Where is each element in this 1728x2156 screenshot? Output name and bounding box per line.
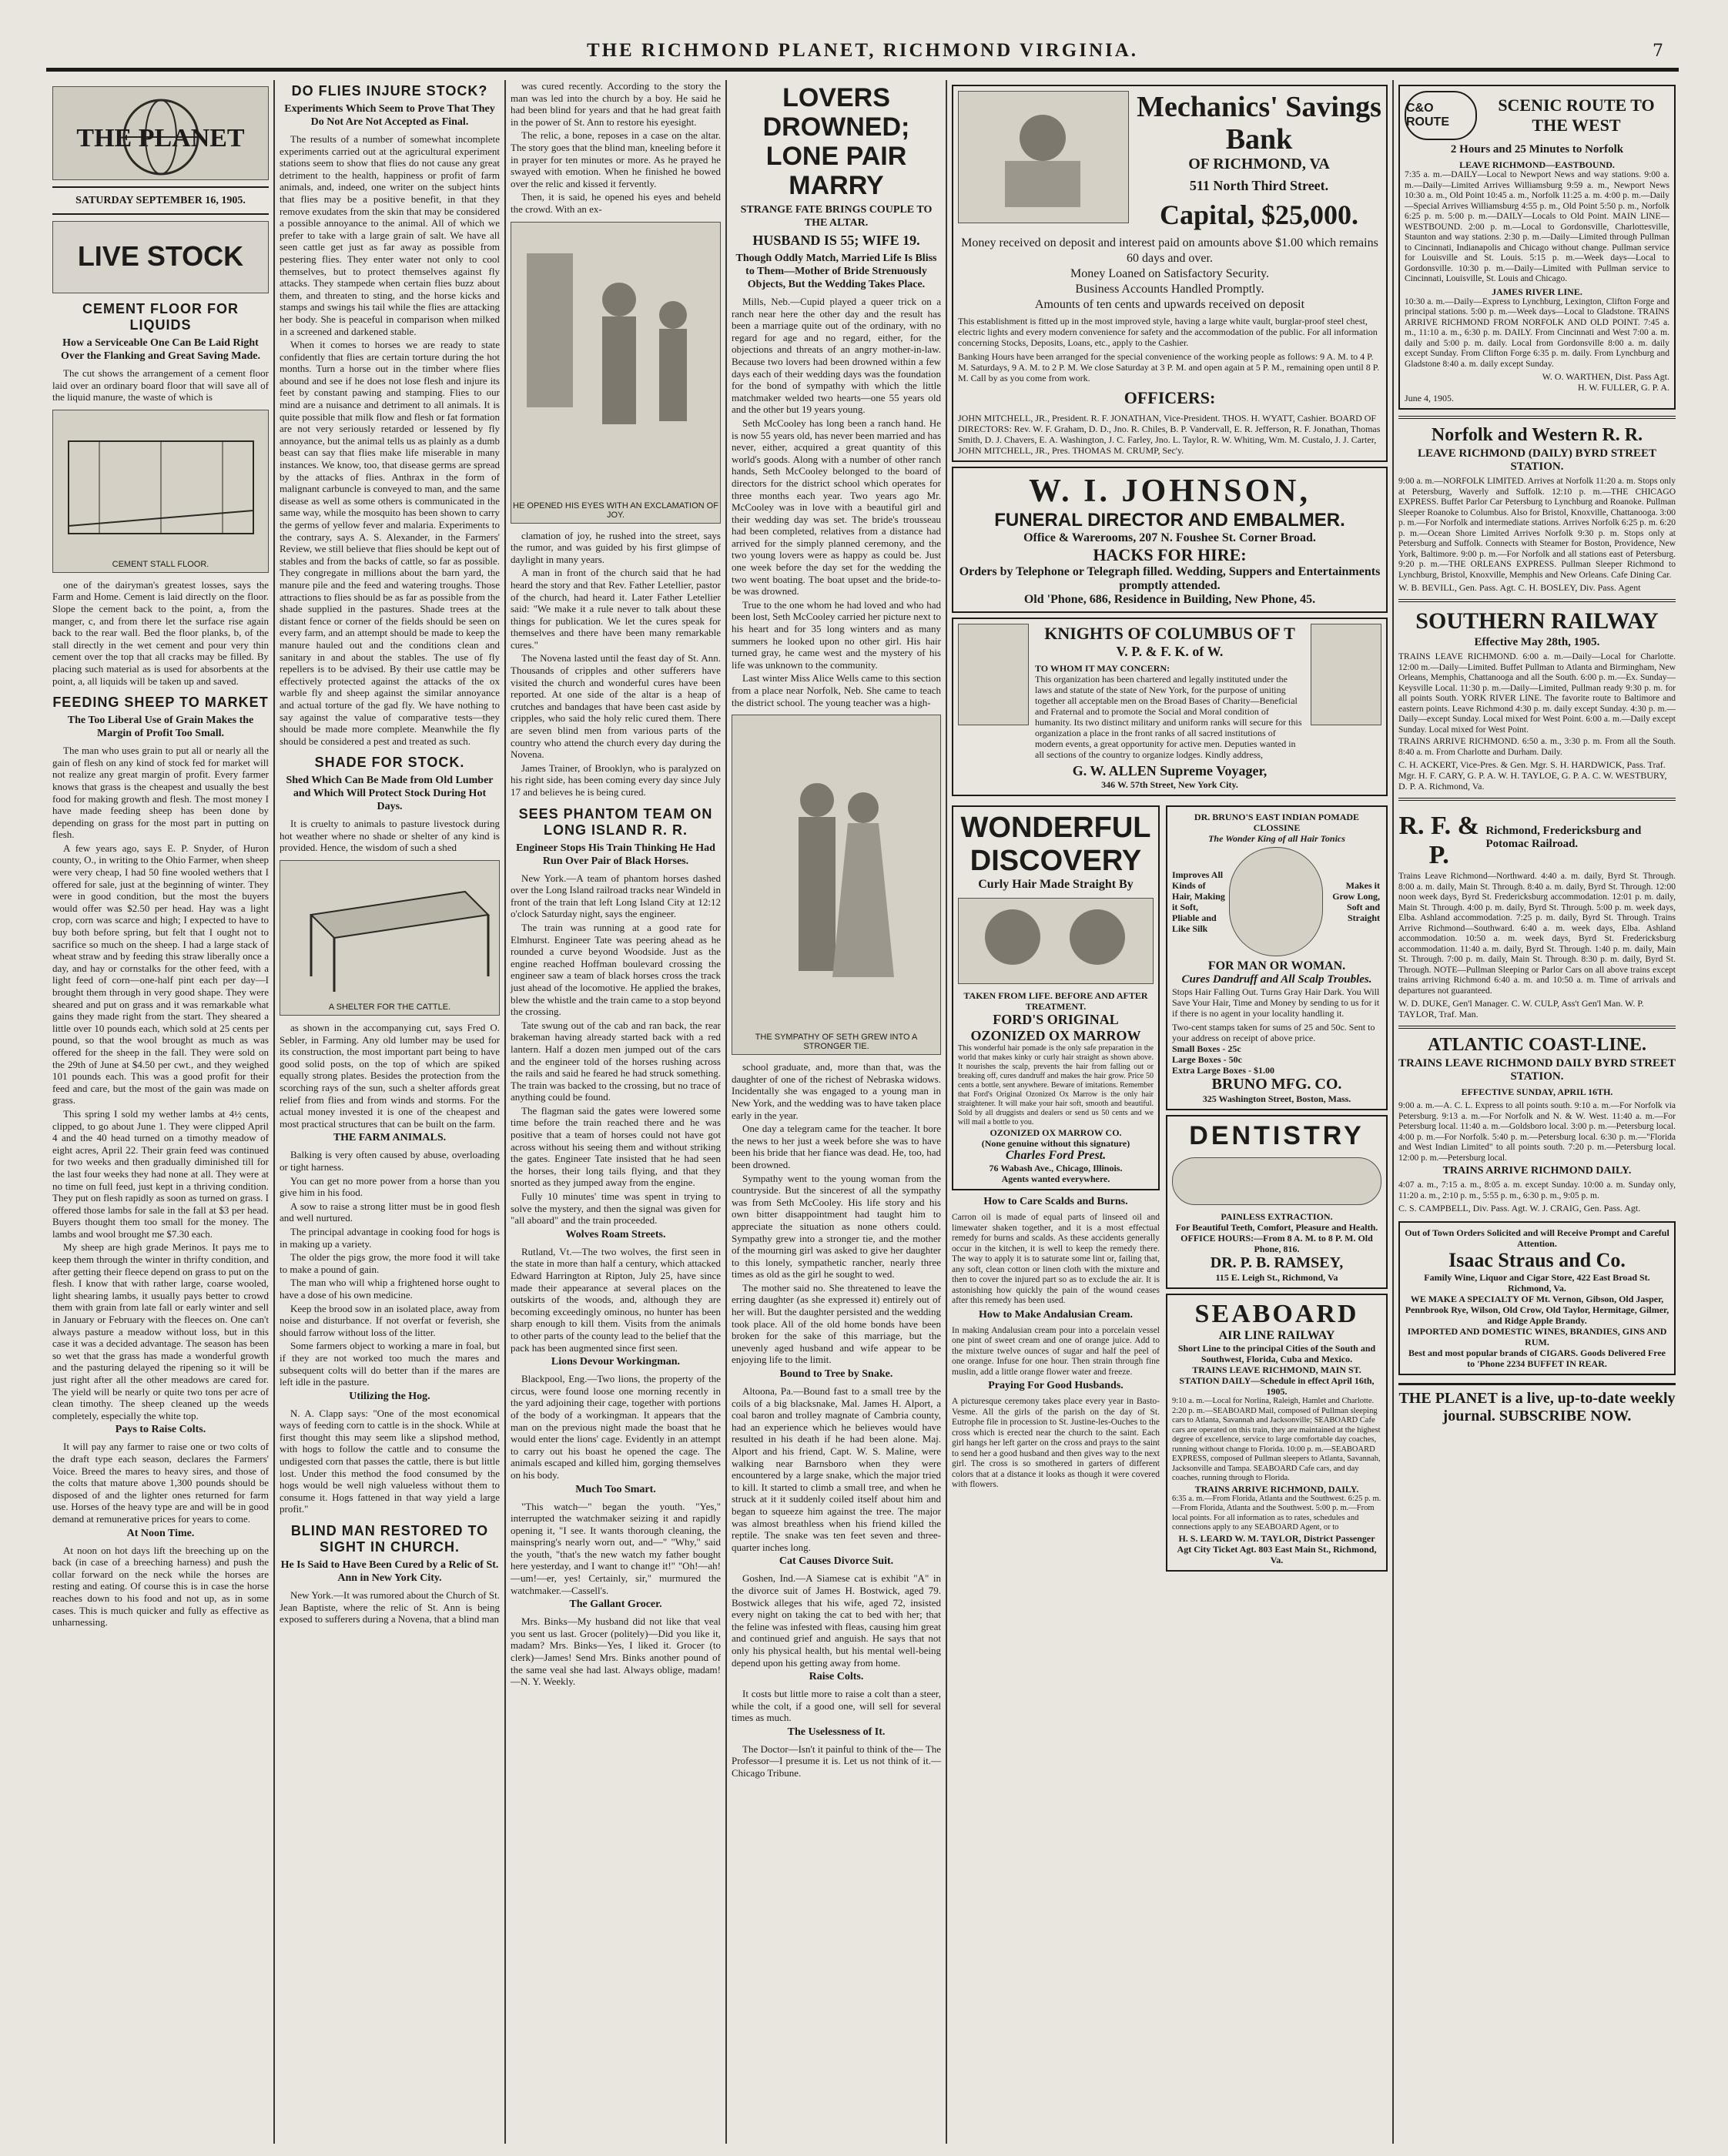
- masthead: [46, 37, 1679, 72]
- bank-line: This establishment is fitted up in the most improved style, having a large white vault, burglar-proof steel chest, electric lights and every modern convenience for safety and the accommodation of the public. For all information concerning Stocks, Deposits, Loans, etc., apply to the Cashier.: [958, 316, 1378, 348]
- officers-list: JOHN MITCHELL, JR., President. R. F. JONATHAN, Vice-President. THOS. H. WYATT, Cashier. BOARD OF DIRECTORS: Rev. W. F. Graham, D. D., Jno. R. Chiles, B. P. Vandervall, E. R. Jefferson, R. F. Jonathan, Thomas Smith, D. J. Chavers, E. A. Washington, J. C. Farley, Jno. L. Taylor, R. W. Whiting, Wm. M. Custalo, J. J. Carter, JOHN MITCHELL, JR., Pres. THOMAS M. CRUMP, Sec'y.: [958, 413, 1381, 456]
- sr-effective: Effective May 28th, 1905.: [1474, 636, 1600, 648]
- knights-signature: G. W. ALLEN Supreme Voyager,: [1072, 763, 1268, 778]
- column-2: [275, 80, 506, 2144]
- figure-caption: HE OPENED HIS EYES WITH AN EXCLAMATION OF JOY.: [513, 500, 718, 520]
- knights-ad: [952, 618, 1388, 796]
- straus-top: Out of Town Orders Solicited and will Receive Prompt and Careful Attention.: [1405, 1227, 1669, 1249]
- paragraph: Goshen, Ind.—A Siamese cat is exhibit "A" in the divorce suit of James H. Bostwick, aged 79. Bostwick alleges that his wife, aged 72, insisted every night on taking the cat to bed with her; that the feline was infested with fleas, causing him great and continued grief and anguish. He says that not only his physical health, but his mental well-being depend upon his getting away from home.: [732, 1572, 941, 1669]
- seaboard-agent: H. S. LEARD W. M. TAYLOR, District Passenger Agt City Ticket Agt. 803 East Main St., Richmond, Va.: [1177, 1532, 1377, 1565]
- article-title: Wolves Roam Streets.: [565, 1228, 666, 1240]
- nw-title: Norfolk and Western R. R.: [1431, 425, 1643, 445]
- article-headline: LOVERS DROWNED; LONE PAIR MARRY: [762, 83, 910, 200]
- cement-stall-figure: [52, 410, 269, 573]
- bank-line: Business Accounts Handled Promptly.: [1075, 283, 1264, 296]
- rfp-subtitle: Richmond, Fredericksburg and Potomac Railroad.: [1485, 825, 1642, 850]
- paragraph: Some farmers object to working a mare in foal, but if they are not worked too much the mares and subsequent colts will do better than if the mares are left idle in the pasture.: [280, 1340, 500, 1388]
- knights-title: KNIGHTS OF COLUMBUS OF T: [1044, 624, 1295, 643]
- straus-line: WE MAKE A SPECIALTY OF Mt. Vernon, Gibson, Old Jasper, Pennbrook Rye, Wilson, Old Crow, Old Taylor, Hermitage, Gilmer, and Ridge Apple Brandy.: [1405, 1294, 1669, 1326]
- knights-subtitle: V. P. & F. K. of W.: [1116, 644, 1224, 659]
- article-title: How to Care Scalds and Burns.: [983, 1196, 1128, 1207]
- genuine-note: (None genuine without this signature): [981, 1138, 1130, 1149]
- paragraph: One day a telegram came for the teacher. It bore the news to her just a week before she was to have been his bride that her fiance was dead. He, too, had been drowned.: [732, 1123, 941, 1170]
- paragraph: Altoona, Pa.—Bound fast to a small tree by the coils of a big blacksnake, Mal. James H. Alport, a coal baron and trolley magnate of Cambria county, had an experience which he believes would have resulted in his death if he had been alone. Maj. Alport and his friend, Capt. W. S. Maline, were walking near Barnsboro when they were encountered by a large snake, which the major tried to kill. It started to climb a small tree, and when he struck at it it suddenly coiled itself about him and began to squeeze him against the tree. The major was almost breathless when his friend killed the reptile. The snake was ten feet seven and three-quarter inches long.: [732, 1385, 941, 1553]
- bruno-size: Large Boxes - 50c: [1172, 1054, 1242, 1065]
- before-after-portraits: [958, 898, 1154, 984]
- logo-text: THE PLANET: [76, 124, 245, 152]
- paragraph: The man who uses grain to put all or nearly all the gain of flesh on any kind of stock fed for market will not realize any great margin of profit. Every farmer knows that grass is the cheapest and usually the best food for making growth and flesh. The most money I have made feeding sheep has been done by depending on grass for the most part in putting on flesh.: [52, 745, 269, 841]
- paragraph: The flagman said the gates were lowered some time before the train reached there and he was positive that a team of horses could not have got across without his seeing them and without striking the gates. Engineer Tate insisted that he had seen the horses, their long tails flying, and that they snorted as they jumped away from the engine.: [511, 1104, 721, 1189]
- article-title: Cat Causes Divorce Suit.: [779, 1555, 894, 1568]
- schedule: 7:35 a. m.—DAILY—Local to Newport News and way stations. 9:00 a. m.—Daily—Limited Arrives Williamsburg 9:59 a. m., Newport News 10:30 a. m., Old Point 10:45 a. m., Norfolk 11:25 a. m. 4:00 p. m.—Daily—Special Arrives Williamsburg 4:55 p. m., Old Point 5:50 p. m., Norfolk 6:25 p. m. 5:00 p. m.—DAILY—Locals to Old Point. MAIN LINE—WESTBOUND. 2:00 p. m.—Local to Gordonsville, Charlottesville, Staunton and way stations. 2:30 p. m.—Daily—Limited through Pullman to Cincinnati, Indianapolis and Chicago without change. Pullman service for Louisville and St. Louis. 5:15 p. m.—Week days—Local to Gordonsville. 10:30 p. m.—Daily—Limited with Pullman service to Cincinnati, Louisville, St. Louis and Chicago.: [1405, 170, 1669, 283]
- paragraph: Rutland, Vt.—The two wolves, the first seen in the state in more than half a century, which attacked Edward Harrington at Ripton, July 25, have since made their appearance at several places on the outskirts of the woods, and, although they are becoming exceedingly ominous, no hunter has been sharp enough to kill them. Visits from the animals to other parts of the county lead to the belief that the pack has been augmented since first seen.: [511, 1245, 721, 1354]
- paragraph: Mills, Neb.—Cupid played a queer trick on a ranch near here the other day and the result has been a marriage quite out of the ordinary, with no regard for age and no regard, either, for the objections and threats of an angry mother-in-law. Because two lovers had been drowned within a few days each of their wedding days was the foundation for the bond of sympathy with which the little matchmaker welded two hearts—one 55 years old and the other but 19 years young.: [732, 296, 941, 416]
- bruno-stamps: Two-cent stamps taken for sums of 25 and 50c. Sent to your address on receipt of above price.: [1172, 1022, 1375, 1043]
- knights-emblem-left: [958, 624, 1029, 725]
- article-title: FEEDING SHEEP TO MARKET: [52, 695, 269, 711]
- schedule: TRAINS ARRIVE RICHMOND. 6:50 a. m., 3:30 p. m. From all the South. 8:40 a. m. From Charlotte and Durham. Daily.: [1398, 737, 1676, 757]
- paragraph: Balking is very often caused by abuse, overloading or tight harness.: [280, 1149, 500, 1173]
- column-5: [947, 80, 1394, 2144]
- funeral-ad: [952, 467, 1388, 613]
- curly-hair-subtitle: Curly Hair Made Straight By: [978, 878, 1134, 891]
- article-subtitle: Shed Which Can Be Made from Old Lumber and Which Will Protect Stock During Hot Days.: [286, 775, 494, 813]
- seaboard-arrive: TRAINS ARRIVE RICHMOND, DAILY.: [1194, 1483, 1359, 1495]
- figure-caption: THE SYMPATHY OF SETH GREW INTO A STRONGER TIE.: [755, 1033, 918, 1052]
- paragraph: A sow to raise a strong litter must be in good flesh and well nurtured.: [280, 1200, 500, 1224]
- bank-illustration: [958, 91, 1129, 223]
- paragraph: At noon on hot days lift the breeching up on the back (in case of a breeching harness) and push the collar forward on the neck while the horses are resting and eating. Of course this is in case the horse reaches down to his food and not up, as in some cases. This is much quicker and fully as effective as unharnessing.: [52, 1544, 269, 1629]
- paragraph: The Doctor—Isn't it painful to think of the— The Professor—I presume it is. Let us not think of it.—Chicago Tribune.: [732, 1743, 941, 1779]
- column-3: [506, 80, 727, 2144]
- co-logo-icon: C&O ROUTE: [1405, 91, 1477, 140]
- paragraph: This spring I sold my wether lambs at 4½ cents, clipped, to go about June 1. They were clipped April 4 and the 40 head turned on a timothy meadow of eight acres, April 22. Their grain feed was continued for two weeks and then gradually diminished till for the last four weeks they had none at all. They were at no time on full feed, just kept in a thriving condition. They put on flesh rapidly as soon as turned on grass. I offered those lambs for sale in the fall at $3 per head. Buyers thought them too small for the money. The lambs and wool brought me $7.30 each.: [52, 1107, 269, 1240]
- co-title: SCENIC ROUTE TO THE WEST: [1498, 95, 1655, 135]
- article-subtitle: STRANGE FATE BRINGS COUPLE TO THE ALTAR.: [740, 204, 933, 229]
- dentist-address: 115 E. Leigh St., Richmond, Va: [1215, 1272, 1338, 1283]
- dentistry-ad: [1166, 1115, 1388, 1289]
- bruno-title: DR. BRUNO'S EAST INDIAN POMADE CLOSSINE: [1194, 812, 1360, 833]
- bruno-size: Extra Large Boxes - $1.00: [1172, 1065, 1274, 1076]
- wonderful-title: WONDERFUL: [960, 812, 1151, 844]
- paragraph: New York.—A team of phantom horses dashed over the Long Island railroad tracks near Windeld in front of the train that left Long Island City at 12:12 o'clock Saturday night, says the engineer.: [511, 872, 721, 920]
- article-subtitle: How a Serviceable One Can Be Laid Right Over the Flanking and Great Saving Made.: [61, 337, 260, 362]
- acl-subtitle: TRAINS LEAVE RICHMOND DAILY BYRD STREET STATION.: [1398, 1057, 1676, 1083]
- co-date: June 4, 1905.: [1405, 393, 1454, 403]
- straus-name: Isaac Straus and Co.: [1448, 1249, 1626, 1271]
- article-title: Pays to Raise Colts.: [115, 1424, 206, 1436]
- acl-title: ATLANTIC COAST-LINE.: [1427, 1035, 1647, 1055]
- article-title: Raise Colts.: [809, 1671, 864, 1683]
- officers-title: OFFICERS:: [1124, 388, 1216, 407]
- paragraph: N. A. Clapp says: "One of the most economical ways of feeding corn to cattle is in the shock. While at first thought this may seem like a slipshod method, with hogs to follow the cattle and to consume the undigested corn that passes the cattle, there is but little lost. Under this method the food consumed by the hogs would be well nigh valueless without them to consume it. Hogs fattened in that way yield a large profit.": [280, 1407, 500, 1515]
- article-subtitle: He Is Said to Have Been Cured by a Relic of St. Ann in New York City.: [280, 1559, 499, 1585]
- discovery-title: DISCOVERY: [969, 845, 1142, 877]
- nw-railway-ad: [1398, 425, 1676, 593]
- planet-promo: THE PLANET is a live, up-to-date weekly journal. SUBSCRIBE NOW.: [1398, 1383, 1676, 1425]
- paragraph: Sympathy went to the young woman from the countryside. But the sincerest of all the sympathy was from Seth McCooley. His life story and his own bitter disappointment had taught him to appreciate the situation as none others could. Sympathy grew into a stronger tie, and the mother of the mourning girl was asked to give her daughter to this lonely, sympathetic rancher, nearly three times as old as the girl he sought to wed.: [732, 1172, 941, 1281]
- paragraph: In making Andalusian cream pour into a porcelain vessel one pint of sweet cream and one of orange juice. Add to the mixture twelve ounces of sugar and half the peel of one orange. Infuse for one hour. Then strain through fine muslin, add a little orange flower water and freeze.: [952, 1325, 1160, 1377]
- dentistry-line: OFFICE HOURS:—From 8 A. M. to 8 P. M. Old Phone, 816.: [1180, 1233, 1373, 1254]
- couple-figure: [732, 715, 941, 1055]
- paragraph: The Novena lasted until the feast day of St. Ann. Thousands of cripples and other sufferers have visited the church and wonderful cures have been reported. At one side of the altar is a heap of crutches and bandages that have been cast aside by cripples, who said the holy relic cured them. There are seven blind men from various parts of the country who attend the church every day during the Novena.: [511, 652, 721, 761]
- straus-line: IMPORTED AND DOMESTIC WINES, BRANDIES, GINS AND RUM.: [1407, 1326, 1667, 1348]
- product-body: This wonderful hair pomade is the only safe preparation in the world that makes kinky or curly hair straight as shown above. It nourishes the scalp, prevents the hair from falling out or breaking off, cures dandruff and makes the hair grow. Price 50 cents a bottle, sent anywhere. Beware of imitations. Remember that Ford's Original Ozonized Ox Marrow is the only hair straightener. It will make your hair soft, smooth and beautiful. Sold by all druggists and dealers or send us 50 cents and we will mail a bottle to you.: [958, 1044, 1154, 1127]
- paragraph: Keep the brood sow in an isolated place, away from noise and disturbance. If not overfat or feverish, she should farrow without loss of the litter.: [280, 1302, 500, 1338]
- article-title: At Noon Time.: [126, 1527, 195, 1539]
- straus-line: Family Wine, Liquor and Cigar Store, 422 East Broad St. Richmond, Va.: [1424, 1272, 1650, 1294]
- portraits-icon: [959, 899, 1151, 982]
- acl-railway-ad: [1398, 1035, 1676, 1214]
- ox-marrow-ad: [952, 805, 1160, 1190]
- paragraph: New York.—It was rumored about the Church of St. Jean Baptiste, where the relic of St. Ann is being exposed to sufferers during a Novena, that a blind man: [280, 1589, 500, 1625]
- bank-name: Mechanics' Savings Bank: [1137, 91, 1381, 156]
- column-4: [727, 80, 947, 2144]
- bank-ad: [952, 85, 1388, 462]
- column-1: [48, 80, 275, 2144]
- page-number: 7: [1653, 42, 1663, 61]
- knights-emblem-right: [1311, 624, 1381, 725]
- co-railway-ad: [1398, 85, 1676, 410]
- paragraph: The older the pigs grow, the more food it will take to make a pound of gain.: [280, 1251, 500, 1275]
- paragraph: My sheep are high grade Merinos. It pays me to keep them through the winter in thrifty condition, and after getting their fleece depend on grass to put on the flesh. I know that with rather large, coarse wooled, light shearing lambs, it usually pays better to crowd them with grain from late fall or early winter and sell in January or February with the fleeces on. One can't always pasture a meadow without loss, but in this case it was a decided advantage. The season has been so wet that the grass has made a wonderful growth and the pasturing delayed the ripening so it will be just right after all the other meadows are cared for. The yield will be nearly or quite two tons per acre of clean timothy. The sheep cleaned up the weeds completely, especially the white top.: [52, 1241, 269, 1421]
- funeral-hacks: HACKS FOR HIRE:: [1093, 545, 1247, 564]
- couple-scene-icon: [732, 715, 942, 1023]
- article-title: SEES PHANTOM TEAM ON LONG ISLAND R. R.: [518, 805, 713, 838]
- paragraph: It costs but little more to raise a colt than a steer, while the colt, if a good one, will sell for several times as much.: [732, 1688, 941, 1724]
- product-name-2: OZONIZED OX MARROW: [970, 1028, 1141, 1043]
- paragraph: It is cruelty to animals to pasture livestock during hot weather where no shade or shelter of any kind is provided. Hence, the wisdom of such a shed: [280, 818, 500, 854]
- paragraph: A few years ago, says E. P. Snyder, of Huron county, O., in writing to the Ohio Farmer, when sheep were very cheap, I had 50 fine wooled wethers that I offered for sale, just at the beginning of winter. They were in good condition, but the most the buyers would offer was $2.50 per head. Hay was a light crop, corn was scarce and high; I expected to have to buy both before spring, but felt that I ought not to sacrifice so much on the sheep. I had a large stack of wheat straw and by feeding this straw liberally once a day, and hay or cornstalks for the other feed, with a light feed of corn—one-half pint each per day—I brought them through in very good shape. They were sheared and put on grass and it was remarkable what gains they made right from the start. They sheared a little over 10 pounds each, which sold at 25 cents per pound, so that the wool brought as much as was offered for the sheep in the fall. They were sold on the 29th of June at $4.50 per cwt., and they weighed 101 pounds each. This was a good profit for their feed and care, but the most of the gain was made on grass.: [52, 842, 269, 1106]
- dentistry-line: PAINLESS EXTRACTION.: [1221, 1211, 1333, 1222]
- article-title: Praying For Good Husbands.: [988, 1380, 1124, 1391]
- paragraph: school graduate, and, more than that, was the daughter of one of the richest of Nebraska widows. Incidentally she was engaged to a young man in New York, and the wedding was to have taken place early in the year.: [732, 1061, 941, 1121]
- paragraph: Seth McCooley has long been a ranch hand. He is now 55 years old, has never been married and has never, either, acquired a great quantity of this world's goods. Along with a number of other ranch hands, Seth McCooley belonged to the board of directors for the district school which operates for three months each year. Two years ago Mr. McCooley was in love with a beautiful girl and their wedding day was set. The bride's trousseau had been completed, relatives from a distance had arrived for the simply planned ceremony, and the two young lovers were as happy as could be. Just one week before the day set for the wedding the two went boating. The boat upset and the bride-to-be was drowned.: [732, 417, 941, 598]
- company-name: OZONIZED OX MARROW CO.: [990, 1127, 1122, 1138]
- paragraph: one of the dairyman's greatest losses, says the Farm and Home. Cement is laid directly on the floor. Slope the cement back to the point, a, from the manger, c, and from there let the surface rise again back to the rear wall. Bed the floor planks, b, of the stall directly in the wet cement and pour very thin cement over the top that all cracks may be filled. By placing such material as is used for absorbents at the point, a, all liquids will be taken up and saved.: [52, 578, 269, 687]
- paragraph: A picturesque ceremony takes place every year in Basto-Vesme. All the girls of the parish on the day of St. Eutrophe file in procession to St. Justine-les-Ouches to the cross which is erected near the church to the saint. Each girl hangs her left garter on the cross and prays to the saint to send her a good husband and then gives way to the next girl. The cross is so smothered in garters of different colors that at a distance it looks as though it were covered with flowers.: [952, 1397, 1160, 1489]
- paragraph: The man who will whip a frightened horse ought to have a dose of his own medicine.: [280, 1277, 500, 1301]
- article-title: Much Too Smart.: [575, 1483, 656, 1495]
- sr-title: SOUTHERN RAILWAY: [1415, 608, 1659, 634]
- bruno-cures: Cures Dandruff and All Scalp Troubles.: [1181, 973, 1372, 986]
- acl-arrive: TRAINS ARRIVE RICHMOND DAILY.: [1442, 1165, 1632, 1177]
- bruno-for: FOR MAN OR WOMAN.: [1207, 959, 1346, 973]
- paragraph: as shown in the accompanying cut, says Fred O. Sebler, in Farming. Any old lumber may be used for its construction, the most important part being to have good solid posts, on the top of which are spiked equally strong plates. Besides the protection from the scorching rays of the sun, such a shelter affords great relief from flies and from winds and storms. For the actual money invested it is one of the cheapest and most practical structures that can be built on the farm.: [280, 1022, 500, 1130]
- knights-to: TO WHOM IT MAY CONCERN:: [1035, 663, 1170, 674]
- article-title: SHADE FOR STOCK.: [314, 755, 465, 771]
- schedule: 9:00 a. m.—A. C. L. Express to all points south. 9:10 a. m.—For Norfolk via Petersburg. 9:13 a. m.—For Norfolk and N. & W. West. 11:40 a. m.—For Petersburg local. 11:40 a. m.—Goldsboro local. 3:00 p. m.—Petersburg local. 4:00 p. m.—For Norfolk. 5:40 p. m.—Petersburg local. 6:30 p. m.—"Florida and West Indian Limited" to all points south. 7:20 p. m.—Petersburg local. 12:00 p. m.—Petersburg local.: [1398, 1101, 1676, 1163]
- signature: Charles Ford Prest.: [1005, 1149, 1107, 1162]
- paragraph: James Trainer, of Brooklyn, who is paralyzed on his right side, has been coming every day since July 17 and believes he is being cured.: [511, 762, 721, 798]
- bank-line: Money Loaned on Satisfactory Security.: [1070, 267, 1269, 280]
- article-title: Lions Devour Workingman.: [551, 1356, 681, 1368]
- paragraph: It will pay any farmer to raise one or two colts of the draft type each season, declares the Farmers' Voice. Breed the mares to heavy sires, and those of the colts that mature above 1,300 pounds should be disposed of and the lighter ones returned for farm use. Horses of the heavy type are and will be in good demand at remunerative prices for years to come.: [52, 1441, 269, 1525]
- paragraph: clamation of joy, he rushed into the street, says the rumor, and was guided by his first glimpse of daylight in many years.: [511, 529, 721, 565]
- article-subtitle: Engineer Stops His Train Thinking He Had Run Over Pair of Black Horses.: [516, 842, 715, 867]
- article-subtitle: HUSBAND IS 55; WIFE 19.: [752, 233, 920, 248]
- issue-date: SATURDAY SEPTEMBER 16, 1905.: [75, 195, 246, 206]
- dentist-name: DR. P. B. RAMSEY,: [1210, 1254, 1344, 1271]
- schedule: TRAINS LEAVE RICHMOND. 6:00 a. m.—Daily—Local for Charlotte. 12:00 m.—Daily—Limited. Buffet Pullman to Atlanta and Birmingham, New Orleans, Memphis, Chattanooga and all the South. 6:00 p. m.—Ex. Sunday—Keysville Local. 11:30 p. m.—Daily—Limited, Pullman ready 9:30 p. m. for all points South. YORK RIVER LINE. The favorite route to Baltimore and eastern points. Leave Richmond 4:30 p. m. daily except Sunday. 4:30 p. m.—Daily—except Sunday. Local mixed for West Point. 6:00 a. m.—Daily except Sunday. Local mixed for West Point.: [1398, 652, 1676, 735]
- masthead-title: THE RICHMOND PLANET, RICHMOND VIRGINIA.: [586, 40, 1139, 61]
- dentistry-line: For Beautiful Teeth, Comfort, Pleasure and Health.: [1175, 1222, 1378, 1233]
- nw-agent: W. B. BEVILL, Gen. Pass. Agt. C. H. BOSLEY, Div. Pass. Agent: [1398, 582, 1641, 593]
- bruno-subtitle: The Wonder King of all Hair Tonics: [1208, 833, 1345, 844]
- bruno-ad: [1166, 805, 1388, 1110]
- article-title: Utilizing the Hog.: [349, 1390, 430, 1402]
- paragraph: The mother said no. She threatened to leave the erring daughter (as she expressed it) entirely out of her will. But the daughter persisted and the wedding took place. All of the old home bonds have been broken for the sake of this marriage, but the unevenly aged husband and wife appear to be enjoying life to the limit.: [732, 1281, 941, 1366]
- acl-effective: EFFECTIVE SUNDAY, APRIL 16TH.: [1461, 1086, 1613, 1097]
- bank-address: 511 North Third Street.: [1189, 178, 1329, 193]
- section-title: LIVE STOCK: [77, 240, 244, 272]
- funeral-address: Office & Warerooms, 207 N. Foushee St. Corner Broad.: [1023, 531, 1316, 544]
- bruno-size: Small Boxes - 25c: [1172, 1043, 1241, 1054]
- seaboard-leave: TRAINS LEAVE RICHMOND, MAIN ST. STATION DAILY—Schedule in effect April 16th, 1905.: [1179, 1364, 1375, 1397]
- article-title: DO FLIES INJURE STOCK?: [291, 83, 488, 99]
- paragraph: Tate swung out of the cab and ran back, the rear brakeman having already started back with a red lantern. Half a dozen men jumped out of the cars and the engineer told of the horses rushing across the rails and said he feared he had struck something. The train was backed to the crossing, but no trace of anything could be found.: [511, 1019, 721, 1103]
- figure-caption: CEMENT STALL FLOOR.: [112, 559, 209, 569]
- article-title: THE FARM ANIMALS.: [333, 1132, 447, 1144]
- blind-man-figure: [511, 222, 721, 524]
- article-title: Bound to Tree by Snake.: [779, 1368, 893, 1381]
- article-title: The Uselessness of It.: [787, 1726, 886, 1738]
- article-title: The Gallant Grocer.: [569, 1599, 662, 1611]
- article-subtitle: The Too Liberal Use of Grain Makes the Margin of Profit Too Small.: [67, 715, 254, 740]
- rfp-agent: W. D. DUKE, Gen'l Manager. C. W. CULP, Ass't Gen'l Man. W. P. TAYLOR, Traf. Man.: [1398, 998, 1644, 1019]
- church-scene-icon: [511, 223, 722, 492]
- southern-railway-ad: [1398, 608, 1676, 792]
- co-subtitle: 2 Hours and 25 Minutes to Norfolk: [1450, 143, 1624, 156]
- rfp-title: R. F. & P.: [1398, 812, 1479, 869]
- dentistry-title: DENTISTRY: [1189, 1121, 1365, 1150]
- paragraph: You can get no more power from a horse than you give him in his food.: [280, 1174, 500, 1199]
- article-title: BLIND MAN RESTORED TO SIGHT IN CHURCH.: [290, 1523, 489, 1555]
- seaboard-subtitle: AIR LINE RAILWAY: [1218, 1329, 1335, 1342]
- schedule: Trains Leave Richmond—Northward. 4:40 a. m. daily, Byrd St. Through. 8:00 a. m. daily, Main St. Through. 8:40 a. m. daily, Byrd St. Through. 12:00 noon week days, Byrd St. Fredericksburg accommodation. 12:01 p. m. daily, Main St. Through. 4:00 p. m. daily, Byrd St. Through. 5:00 p. m. week days, Elba. Ashland accommodation. 7:25 p. m. daily, Byrd St. Through. Trains Arrive Richmond—Southward. 6:40 a. m. week days, Elba. Ashland accommodation. 10:50 a. m. week days, Byrd St. Fredericksburg accommodation. 11:40 a. m. daily, Byrd St. Through. 1:40 p. m. daily, Main St. Through. 7:00 p. m. daily, Main St. Through. 8:30 p. m. daily, Byrd St. Through. NOTE—Pullman Sleeping or Parlor Cars on all above trains except trains arriving Richmond 6:40 a. m. and 10:50 a. m. Time of arrivals and departures not guaranteed.: [1398, 872, 1676, 996]
- bruno-left-text: Improves All Kinds of Hair, Making it Soft, Pliable and Like Silk: [1172, 869, 1225, 934]
- schedule: 9:00 a. m.—NORFOLK LIMITED. Arrives at Norfolk 11:20 a. m. Stops only at Petersburg, Waverly and Suffolk. 12:10 p. m.—THE CHICAGO EXPRESS. Buffet Parlor Car Petersburg to Lynchburg and Roanoke. Pullman Sleeper Roanoke to Columbus. Also for Bristol, Knoxville, Chattanooga. 3:00 p. m.—For Norfolk and intermediate stations. Arrives Norfolk 6:25 p. m. 6:20 p. m.—Ocean Shore Limited Arrives Norfolk 9:30 p. m. Stops only at Petersburg and Suffolk. Connects with Steamer for Boston, Providence, New York, Baltimore. 9:00 p. m.—For Norfolk and all stations east of Petersburg. 9:20 p. m.—THE ORLEANS EXPRESS. Pullman Sleeper Richmond to Lynchburg, Bristol, Knoxville, Memphis and New Orleans. Cafe Dining Car.: [1398, 477, 1676, 580]
- schedule: 10:30 a. m.—Daily—Express to Lynchburg, Lexington, Clifton Forge and principal stations. 5:00 p. m.—Week days—Local to Gladstone. TRAINS ARRIVE RICHMOND FROM NORFOLK AND OLD POINT. 7:45 a. m., 11:10 a. m., 6:30 p. m. DAILY. From Cincinnati and West 7:00 a. m. daily and 5:00 p. m. daily. Local from Gordonsville 8:00 a. m. daily except Sunday. From Clifton Forge 6:35 p. m. daily. From Lynchburg and Gladstone 8:40 a. m. daily except Sunday.: [1405, 296, 1669, 369]
- figure-caption: A SHELTER FOR THE CATTLE.: [328, 1003, 451, 1013]
- straus-ad: [1398, 1221, 1676, 1375]
- funeral-title: FUNERAL DIRECTOR AND EMBALMER.: [994, 510, 1345, 531]
- paragraph: The results of a number of somewhat incomplete experiments carried out at the agricultural experiment stations seem to show that flies do not cause any great detriment to the health, happiness or profit of farm animals, and, indeed, one writer on the subject hints that flies may be a positive benefit, in that they remove exudates from the skin that may be considered a possible annoyance to the animal. All of which we prefer to take with a large grain of salt. We have all seen cattle get just as far away as possible from pestering flies. They enter water not only to cool themselves, but to protect themselves against fly attacks. They stampede when certain flies buzz about them, and threaten to sting, and the horse kicks and stamps and swings his tail while the flies are attacking her body. She is peaceful in comparison when milked in a screened and darkened stable.: [280, 133, 500, 337]
- cattle-shelter-figure: [280, 860, 500, 1016]
- agents-note: Agents wanted everywhere.: [1001, 1173, 1110, 1184]
- product-name: FORD'S ORIGINAL: [993, 1012, 1119, 1027]
- live-stock-banner: [52, 221, 269, 293]
- paragraph: "This watch—" began the youth. "Yes," interrupted the watchmaker seizing it and rapidly opening it, "I see. It wants thorough cleaning, the mainspring's nearly worn out, and—" "Why," said the youth, "that's the new watch my father bought here yesterday, and I want to change it!" "Oh!—ah!—um!—er, yes! Certainly, sir," murmured the watchmaker.—Cassell's.: [511, 1500, 721, 1596]
- knights-address: 346 W. 57th Street, New York City.: [1101, 779, 1238, 790]
- funeral-line: Orders by Telephone or Telegraph filled. Wedding, Suppers and Entertainments promptly attended.: [959, 565, 1381, 592]
- article-title: How to Make Andalusian Cream.: [978, 1308, 1134, 1321]
- bank-line: Banking Hours have been arranged for the special convenience of the working people as follows: 9 A. M. to 4 P. M. Saturdays, 9 A. M. to 2 P. M. We close Saturday at 3 P. M. and open again at 5 P. M., remaining open until 8 P. M. Call by as you come from work.: [958, 351, 1380, 383]
- article-title: CEMENT FLOOR FOR LIQUIDS: [82, 301, 239, 333]
- bruno-address: 325 Washington Street, Boston, Mass.: [1202, 1093, 1351, 1104]
- schedule: 4:07 a. m., 7:15 a. m., 8:05 a. m. except Sunday. 10:00 a. m. Sunday only, 11:20 a. m., 2:10 p. m., 5:55 p. m., 6:30 p. m., 9:05 p. m.: [1398, 1180, 1676, 1200]
- seaboard-ad: [1166, 1294, 1388, 1572]
- stall-diagram-icon: [53, 410, 270, 557]
- nw-subtitle: LEAVE RICHMOND (DAILY) BYRD STREET STATION.: [1417, 447, 1657, 473]
- seaboard-schedule: 9:10 a. m.—Local for Norlina, Raleigh, Hamlet and Charlotte. 2:20 p. m.—SEABOARD Mail, composed of Pullman sleeping cars to Atlanta, Savannah and Jacksonville; SEABOARD Cafe cars are operated on this train, they are maintained at the highest degree of excellence, service to large comfortable day coaches, running without change to Florida. 10:00 p. m.—SEABOARD EXPRESS, composed of Pullman sleepers to Atlanta, Savannah, Jacksonville and Tampa. SEABOARD Cafe cars, and day coaches, running through to Florida.: [1172, 1397, 1381, 1482]
- workman-icon: [959, 92, 1127, 221]
- seaboard-title: SEABOARD: [1194, 1300, 1359, 1328]
- rfp-railway-ad: [1398, 807, 1676, 1019]
- paragraph: Blackpool, Eng.—Two lions, the property of the circus, were found loose one morning recently in the yard adjoining their cage, together with portions of the body of a workingman. It appears that the man on the previous night made the boast that he would enter the lions' cage. Evidently in an attempt to carry out his boast he opened the cage. The animals escaped and killed him, gorging themselves on his body.: [511, 1373, 721, 1481]
- paragraph: A man in front of the church said that he had heard the story and that Rev. Father Letellier, pastor of the church, had heard it. Later Father Letellier said: "We make it a rule never to talk about these things for publication. We let the cures speak for themselves and there have been many remarkable cures.": [511, 567, 721, 651]
- column-6: [1394, 80, 1680, 2144]
- shed-icon: [280, 861, 501, 999]
- bank-capital: Capital, $25,000.: [1159, 199, 1358, 230]
- bruno-company: BRUNO MFG. CO.: [1211, 1076, 1342, 1093]
- paragraph: The train was running at a good rate for Elmhurst. Engineer Tate was peering ahead as he rounded a curve beyond Woodside. Just as the engine reached Hoffman boulevard crossing the engineer saw a team of black horses cross the track just ahead of the locomotive. He applied the brakes, blew the whistle and the train came to a stop beyond the crossing.: [511, 921, 721, 1018]
- paragraph: True to the one whom he had loved and who had been lost, Seth McCooley carried her picture next to his heart and for 35 long winters and as many summers he looked upon no other girl. His hair turned gray, he came west and the mystery of his life was unknown to the community.: [732, 598, 941, 671]
- seaboard-arrivals: 6:35 a. m.—From Florida, Atlanta and the Southwest. 6:25 p. m.—From Florida, Atlanta and the Southwest. 5:00 p. m.—From local points. For all information as to rates, schedules and connections apply to any SEABOARD Agent, or to: [1172, 1494, 1381, 1532]
- co-agent: H. W. FULLER, G. P. A.: [1577, 382, 1669, 393]
- bruno-right-text: Makes it Grow Long, Soft and Straight: [1332, 880, 1380, 923]
- paragraph: The cut shows the arrangement of a cement floor laid over an ordinary board floor that will save all of the liquid manure, the waste of which is: [52, 367, 269, 403]
- paragraph: Carron oil is made of equal parts of linseed oil and limewater shaken together, and it is a most effectual remedy for burns and scalds. As these accidents generally occur in the kitchen, it is well to keep the remedy there. The way to apply it is to saturate some lint or, failing that, any soft, clean cotton or linen cloth with the mixture and then to cover the injured part so as to exclude the air. It is astonishing how quickly the pain of the wound ceases after this remedy has been used.: [952, 1213, 1160, 1305]
- paragraph: Then, it is said, he opened his eyes and beheld the crowd. With an ex-: [511, 191, 721, 215]
- seaboard-short: Short Line to the principal Cities of the South and Southwest, Florida, Cuba and Mexico.: [1177, 1343, 1376, 1364]
- article-subtitle: Though Oddly Match, Married Life Is Bliss to Them—Mother of Bride Strenuously Objects, But the Wedding Takes Place.: [735, 253, 937, 290]
- bruno-body: Stops Hair Falling Out. Turns Gray Hair Dark. You Will Save Your Hair, Time and Money by sending to us for it if there is no agent in your locality handling it.: [1172, 986, 1380, 1019]
- paragraph: Last winter Miss Alice Wells came to this section from a place near Norfolk, Neb. She came to teach the district school. The young teacher was a high-: [732, 672, 941, 708]
- teeth-illustration: [1172, 1157, 1381, 1205]
- knights-body: This organization has been chartered and legally instituted under the laws and statute of the state of New York, for the purpose of uniting together all acceptable men on the Broad Bases of Charity—Beneficial and Fraternal and to promote the Social and Moral condition of humanity. Its two distinct military and uniform ranks will secure for this organization a place in the front ranks of all sacred institutions of modern events, a great opportunity for active men. Deputies wanted in all sections of the country to organize lodges. Kindly address,: [1035, 674, 1302, 760]
- paragraph: was cured recently. According to the story the man was led into the church by a boy. He said he had been blind for years and that he had great faith in the power of St. Ann to restore his eyesight.: [511, 80, 721, 128]
- sr-agent: C. H. ACKERT, Vice-Pres. & Gen. Mgr. S. H. HARDWICK, Pass. Traf. Mgr. H. F. CARY, G. P. A. W. H. TAYLOE, G. P. A. C. W. WESTBURY, D. P. A. Richmond, Va.: [1398, 759, 1667, 792]
- planet-logo-image: [52, 86, 269, 180]
- bruno-portrait: [1229, 847, 1323, 956]
- co-james: JAMES RIVER LINE.: [1492, 286, 1582, 297]
- acl-agent: C. S. CAMPBELL, Div. Pass. Agt. W. J. CRAIG, Gen. Pass. Agt.: [1398, 1203, 1641, 1214]
- paragraph: The relic, a bone, reposes in a case on the altar. The story goes that the blind man, kneeling before it in prayer for ten minutes or more. As he prayed he swayed with emotion. When he finished he bowed over the relic and kissed it fervently.: [511, 129, 721, 189]
- bank-line: Money received on deposit and interest paid on amounts above $1.00 which remains 60 days and over.: [961, 236, 1378, 265]
- co-agent: W. O. WARTHEN, Dist. Pass Agt.: [1542, 371, 1669, 382]
- funeral-phone: Old 'Phone, 686, Residence in Building, New Phone, 45.: [1023, 593, 1316, 606]
- co-leave: LEAVE RICHMOND—EASTBOUND.: [1459, 159, 1615, 170]
- photo-caption: TAKEN FROM LIFE. BEFORE AND AFTER TREATMENT.: [963, 990, 1148, 1012]
- article-subtitle: Experiments Which Seem to Prove That They Do Not Are Not Accepted as Final.: [284, 103, 495, 128]
- bank-line: Amounts of ten cents and upwards received on deposit: [1034, 298, 1305, 311]
- paragraph: The principal advantage in cooking food for hogs is in making up a variety.: [280, 1225, 500, 1250]
- paragraph: Mrs. Binks—My husband did not like that veal you sent us last. Grocer (politely)—Did you like it, madam? Mrs. Binks—Yes, I liked it. Grocer (to clerk)—James! Send Mrs. Binks another pound of the same veal she had last. Always oblige, madam!—N. Y. Weekly.: [511, 1615, 721, 1688]
- bank-city: OF RICHMOND, VA: [1188, 156, 1330, 172]
- funeral-name: W. I. JOHNSON,: [1028, 474, 1311, 509]
- paragraph: When it comes to horses we are ready to state confidently that flies are certain torture during the hot months. Turn a horse out in the timber where flies abound and see if he does not lose flesh and injure its feet by constant pawing and stamping. Flies to our mind are a nuisance and detriment to all animals. It is quite possible that milk flow and flesh or fat formation are not very seriously retarded or lessened by fly annoyance, but the animal tells us as plainly as a dumb beast can say that flies make life miserable in many instances. We know, too, that disease germs are spread by the attacks of flies. Anthrax in the form of malignant carbuncle is conveyed to man, and the same disease as well as some others is communicated in the same way, while the mosquito has been shown to carry the germs of yellow fever and malaria. Experiments to the contrary, says A. S. Alexander, in the Farmers' Review, we still believe that flies should be kept out of stables and from the backs of cattle, so far as possible. They congregate in millions about the barn yard, the manure pile and the feed and watering troughs. Those attractions to flies should be as far as possible from the shade supplied in the pastures. Shade trees at the distant fence or corner of the fields should be seen on every farm, and an attempt should be made to keep the manure hauled out and the conditions clean and sanitary in and about the stables. The use of fly repellers is to be advised. By their use cattle may be effectively protected against the attacks of the ox warble fly and sheep against the similar annoyance and actual torture of the gad fly. We have nothing to say against the value of comparative tests—they should be made more complete. Meanwhile the fly should be considered a pest and treated as such.: [280, 339, 500, 747]
- straus-line: Best and most popular brands of CIGARS. Goods Delivered Free to 'Phone 2234 BUFFET IN REAR.: [1408, 1348, 1666, 1369]
- company-address: 76 Wabash Ave., Chicago, Illinois.: [989, 1163, 1123, 1173]
- paragraph: Fully 10 minutes' time was spent in trying to solve the mystery, and then the signal was given for "all aboard" and the train proceeded.: [511, 1190, 721, 1227]
